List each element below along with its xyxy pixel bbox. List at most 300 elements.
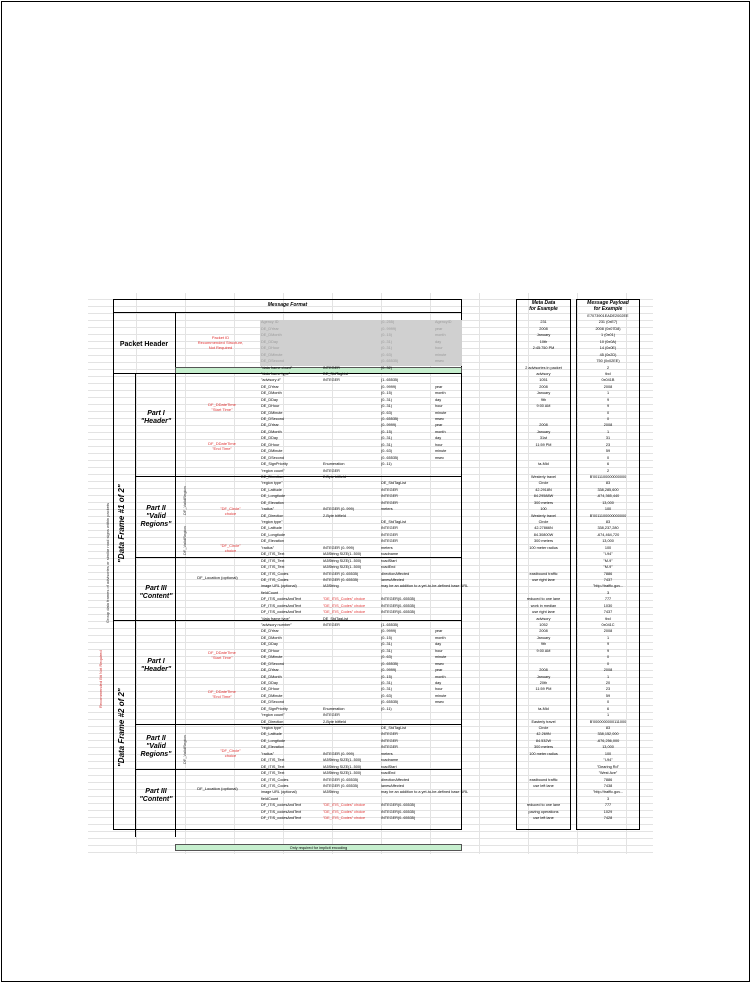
- df2-part2-label: [136, 735, 176, 759]
- format-cell: DE_DMonth: [261, 674, 282, 679]
- format-cell: DF_ITIS_codesAndText: [261, 603, 302, 608]
- payload-cell: 6: [606, 706, 610, 711]
- format-cell: DE_Direction: [261, 719, 284, 724]
- format-cell: year: [435, 629, 443, 634]
- format-cell: Enumeration: [323, 462, 345, 467]
- format-cell: INTEGER: [381, 494, 398, 499]
- format-cell: DE_ITIS_Codes: [261, 783, 289, 788]
- format-cell: DE_DMinute: [261, 693, 283, 698]
- payload-cell: tbd: [605, 616, 611, 621]
- format-cell: DE_DMonth: [261, 635, 282, 640]
- payload-cell: 14 (0x0E): [599, 346, 617, 351]
- format-cell: DE_DHour: [261, 687, 280, 692]
- format-cell: (0..15): [381, 391, 392, 396]
- format-cell: (0..9999): [381, 326, 397, 331]
- format-cell: DE_StdTagList: [381, 481, 407, 486]
- payload-cell: -674,464,720: [596, 532, 620, 537]
- df1-end-time-text: DF_DDateTime "End Time": [208, 441, 236, 451]
- format-cell: msec: [435, 359, 445, 364]
- format-cell: "DE_ITIS_Codes" choice: [323, 597, 366, 602]
- df1-circle-2-text: "DF_Circle" choice: [220, 543, 241, 553]
- df1-start-time-text: DF_DDateTime "Start Time": [208, 402, 236, 412]
- format-cell: (0..63): [381, 693, 392, 698]
- meta-cell: 42.2918N: [535, 487, 552, 492]
- df1-part2-label: [136, 505, 176, 529]
- data-frame-1-label: "Data Frame #1 of 2": [117, 484, 126, 563]
- format-cell: INTEGER(0..65535): [381, 610, 416, 615]
- format-cell: "DE_ITIS_Codes" choice: [323, 809, 366, 814]
- format-cell: DE_ITIS_Text: [261, 552, 285, 557]
- format-cell: DE_DHour: [261, 648, 280, 653]
- payload-cell: 231 (0xE7): [598, 320, 618, 325]
- meta-cell: 2:45:750 PM: [532, 346, 555, 351]
- format-cell: DF_ITIS_codesAndText: [261, 803, 302, 808]
- payload-cell: 59: [605, 449, 611, 454]
- format-cell: roadStart: [381, 558, 397, 563]
- format-cell: may be an addition to a yet-to-be-defined base URL: [381, 584, 469, 589]
- payload-cell: 13,000: [602, 500, 614, 505]
- format-cell: minute: [435, 352, 447, 357]
- payload-cell: "Dearing Rd": [597, 764, 619, 769]
- format-cell: (0..65535): [381, 661, 399, 666]
- format-cell: DE_DHour: [261, 442, 280, 447]
- meta-cell: 84.30800W: [533, 532, 554, 537]
- format-rows: [260, 313, 469, 822]
- format-cell: "region count": [261, 468, 285, 473]
- format-cell: (0..31): [381, 687, 392, 692]
- meta-cell: Westerly travel: [530, 513, 557, 518]
- payload-cell: 6: [606, 462, 610, 467]
- format-cell: "DE_ITIS_Codes" choice: [323, 603, 366, 608]
- payload-header-text: Message Payload for Example: [587, 300, 629, 312]
- payload-cell: "West Ave": [598, 771, 618, 776]
- format-cell: meters: [381, 545, 393, 550]
- format-cell: (0..65535): [381, 359, 399, 364]
- format-cell: DE_DDay: [261, 397, 278, 402]
- df1-part3-text: Part III "Content": [139, 585, 173, 600]
- payload-cell: 1: [606, 713, 610, 718]
- payload-cell: 0: [606, 410, 610, 415]
- format-cell: (0..31): [381, 346, 392, 351]
- format-cell: INTEGER: [381, 732, 398, 737]
- df2-part1-text: Part I "Header": [140, 658, 172, 673]
- meta-cell: 42.27866N: [534, 526, 553, 531]
- meta-data-header: [516, 300, 571, 312]
- format-cell: "data frame type": [261, 616, 291, 621]
- format-cell: (0..31): [381, 648, 392, 653]
- format-cell: year: [435, 384, 443, 389]
- format-cell: INTEGER(0..65535): [381, 597, 416, 602]
- format-cell: directionAffected: [381, 571, 410, 576]
- format-cell: "region count": [261, 713, 285, 718]
- payload-cell: "M-9": [603, 558, 613, 563]
- format-cell: image URL (optional): [261, 584, 297, 589]
- df1-part1-label: [136, 410, 176, 426]
- format-cell: DE_DSecond: [261, 417, 285, 421]
- format-cell: DE_DDay: [261, 339, 278, 344]
- format-cell: DE_DMonth: [261, 333, 282, 338]
- meta-cell: Circle: [538, 726, 549, 730]
- format-cell: (0..63): [381, 410, 392, 415]
- payload-cell: 45 (0x2D): [599, 352, 617, 357]
- payload-cell: 2008: [603, 668, 613, 673]
- meta-cell: 100 meter radius: [529, 751, 558, 756]
- format-cell: INTEGER (0..999): [323, 507, 355, 512]
- format-cell: minute: [435, 449, 447, 454]
- format-cell: AgencyID: [435, 320, 452, 325]
- format-cell: (0..15): [381, 674, 392, 679]
- format-cell: DE_ITIS_Codes: [261, 777, 289, 782]
- format-cell: [434, 815, 462, 821]
- format-cell: DF_ITIS_codesAndText: [261, 610, 302, 615]
- format-cell: DE_StdTagList: [381, 726, 407, 730]
- format-cell: hour: [435, 648, 443, 653]
- format-cell: DE_DDay: [261, 436, 278, 441]
- payload-cell: 2: [606, 468, 610, 473]
- payload-cell: 2008: [603, 384, 613, 389]
- format-cell: DE_DSecond: [261, 700, 285, 705]
- format-cell: INTEGER (0..999): [323, 545, 355, 550]
- format-cell: DE_DDay: [261, 680, 278, 685]
- payload-cell: -674,365,440: [596, 494, 620, 499]
- meta-cell: Circle: [538, 520, 549, 524]
- meta-header-text: Meta Data for Example: [529, 300, 558, 312]
- meta-cell: 300 meters: [534, 745, 553, 750]
- payload-cell: 1030: [603, 603, 613, 608]
- format-cell: hour: [435, 346, 443, 351]
- payload-cell: 3: [606, 590, 610, 595]
- format-cell: (1..65535): [381, 623, 399, 627]
- format-cell: INTEGER: [381, 532, 398, 537]
- df1-validregion-1: DF_ValidRegion: [182, 486, 187, 515]
- df1-part2-text: Part II "Valid Regions": [140, 505, 172, 528]
- format-cell: minute: [435, 655, 447, 660]
- format-cell: hour: [435, 687, 443, 692]
- format-cell: DE_ITIS_Codes: [261, 577, 289, 582]
- meta-cell: eastbound traffic: [529, 777, 558, 782]
- meta-cell: 31st: [539, 436, 548, 441]
- format-cell: DE_DSecond: [261, 359, 285, 364]
- payload-cell: "I-94": [603, 758, 613, 763]
- format-cell: "advisory number": [261, 623, 292, 627]
- format-cell: INTEGER (0..65535): [323, 777, 359, 782]
- format-cell: DE_Longitude: [261, 738, 286, 743]
- format-cell: INTEGER(0..65535): [381, 603, 416, 608]
- format-cell: "data frame type": [261, 371, 291, 376]
- format-cell: DE_ITIS_Codes: [261, 571, 289, 576]
- df1-circle-1: [208, 506, 253, 516]
- meta-cell: 9th: [540, 397, 547, 402]
- format-cell: month: [435, 391, 446, 396]
- meta-cell: 2 advisories in packet: [525, 365, 562, 370]
- format-cell: DE_DYear: [261, 629, 279, 634]
- format-cell: fieldCount: [261, 796, 279, 801]
- df1-part1-text: Part I "Header": [140, 410, 172, 425]
- df2-part1-label: [136, 658, 176, 674]
- meta-cell: 2008: [539, 423, 548, 428]
- payload-cell: 1: [606, 429, 610, 434]
- format-cell: DE_Elevation: [261, 539, 285, 544]
- df1-end-time: [192, 441, 252, 451]
- format-cell: roadEnd: [381, 565, 396, 570]
- format-cell: "DE_ITIS_Codes" choice: [323, 803, 366, 808]
- payload-rows: [576, 313, 640, 822]
- payload-cell: B'0000000000111000: [589, 719, 627, 724]
- format-cell: "region type": [261, 726, 283, 730]
- payload-cell: 2008: [603, 423, 613, 428]
- format-cell: INTEGER: [381, 487, 398, 492]
- meta-cell: 300 meters: [534, 500, 553, 505]
- payload-cell: 9: [606, 642, 610, 647]
- format-cell: msec: [435, 661, 445, 666]
- df2-part3-label: [136, 788, 176, 804]
- format-cell: (0..9999): [381, 629, 397, 634]
- format-cell: image URL (optional): [261, 790, 297, 795]
- data-frame-2-label: "Data Frame #2 of 2": [117, 688, 126, 767]
- meta-cell: 1051: [539, 378, 548, 383]
- format-cell: DE_DSecond: [261, 661, 285, 666]
- df1-location: DF_Location (optional): [197, 575, 238, 580]
- format-cell: (1..65535): [381, 378, 399, 383]
- format-cell: DE_Latitude: [261, 732, 282, 737]
- meta-cell: use left lane: [533, 816, 554, 821]
- spreadsheet: [88, 293, 653, 854]
- payload-cell: 13,000: [602, 745, 614, 750]
- format-cell: (0..65535): [381, 455, 399, 460]
- format-cell: INTEGER: [323, 468, 340, 473]
- format-cell: IA5String SIZE(1..500): [323, 565, 362, 570]
- format-cell: meters: [381, 751, 393, 756]
- payload-cell: 7438: [603, 783, 613, 788]
- payload-header: [576, 300, 640, 312]
- format-cell: DE_DYear: [261, 326, 279, 331]
- payload-cell: 9: [606, 648, 610, 653]
- meta-rows: [516, 313, 571, 822]
- format-cell: fieldCount: [261, 590, 279, 595]
- payload-cell: 2008 (0x07D8): [595, 326, 621, 331]
- format-cell: roadEnd: [381, 771, 396, 776]
- format-cell: (0..31): [381, 442, 392, 447]
- meta-cell: January: [536, 429, 551, 434]
- df2-end-time: [192, 689, 252, 699]
- payload-cell: 3: [606, 796, 610, 801]
- format-cell: "radius": [261, 751, 275, 756]
- format-cell: (0..31): [381, 404, 392, 409]
- payload-cell: "M-9": [603, 565, 613, 570]
- meta-cell: 100 meter radius: [529, 545, 558, 550]
- df2-part2-text: Part II "Valid Regions": [140, 735, 172, 758]
- payload-cell: 10 (0x0A): [599, 339, 617, 344]
- format-cell: DE_Elevation: [261, 745, 285, 750]
- format-cell: "radius": [261, 507, 275, 512]
- format-cell: INTEGER: [381, 745, 398, 750]
- format-cell: (0..11): [381, 462, 392, 467]
- format-cell: (0..255): [381, 320, 395, 325]
- df2-part3-text: Part III "Content": [139, 788, 173, 803]
- format-cell: (0..15): [381, 333, 392, 338]
- meta-cell: ta-Mid: [538, 706, 549, 711]
- payload-cell: 2: [606, 365, 610, 370]
- format-cell: hour: [435, 442, 443, 447]
- format-cell: "radius": [261, 545, 275, 550]
- format-cell: INTEGER(0..65535): [381, 816, 416, 821]
- format-cell: INTEGER: [381, 500, 398, 505]
- meta-cell: 2008: [539, 326, 548, 331]
- meta-cell: 9th: [540, 642, 547, 647]
- format-cell: DE_ITIS_Text: [261, 771, 285, 776]
- payload-cell: 0: [606, 700, 610, 705]
- format-cell: Enumeration: [323, 706, 345, 711]
- payload-cell: 7437: [603, 577, 613, 582]
- format-cell: DE_Latitude: [261, 487, 282, 492]
- format-cell: DE_SignPriority: [261, 706, 288, 711]
- meta-cell: work in median: [530, 603, 557, 608]
- meta-cell: 20th: [539, 680, 548, 685]
- payload-cell: 0x041C: [601, 623, 615, 627]
- meta-cell: ta-Mid: [538, 462, 549, 467]
- payload-cell: 1 (0x01): [601, 333, 615, 338]
- meta-cell: 1052: [539, 623, 548, 627]
- payload-cell: 0x041B: [601, 378, 615, 383]
- df2-start-time-text: DF_DDateTime "Start Time": [208, 650, 236, 660]
- format-cell: day: [435, 436, 442, 441]
- format-cell: day: [435, 680, 442, 685]
- message-format-title: Message Format: [267, 302, 308, 308]
- payload-cell: 13,000: [602, 539, 614, 544]
- payload-cell: 1: [606, 391, 610, 396]
- format-cell: (0..15): [381, 635, 392, 640]
- format-cell: IA5String: [323, 584, 339, 589]
- format-cell: IA5String: [323, 790, 339, 795]
- format-cell: INTEGER: [381, 526, 398, 531]
- payload-cell: -676,256,000: [596, 738, 620, 743]
- payload-cell: B'0011100000000000: [589, 474, 627, 479]
- meta-cell: reduced to one lane: [526, 597, 561, 602]
- payload-cell: 7428: [603, 816, 613, 821]
- format-cell: INTEGER: [323, 713, 340, 718]
- payload-cell: 31: [605, 436, 611, 441]
- payload-cell: 777: [604, 803, 612, 808]
- payload-cell: 0: [606, 455, 610, 460]
- format-cell: DE_DSecond: [261, 455, 285, 460]
- format-cell: IA5String SIZE(1..500): [323, 764, 362, 769]
- meta-cell: January: [536, 674, 551, 679]
- format-cell: (0..31): [381, 339, 392, 344]
- meta-cell: 2008: [539, 629, 548, 634]
- packet-header-label: Packet Header: [119, 341, 169, 348]
- payload-cell: 1029: [603, 809, 613, 814]
- payload-cell: E7073901EADE2002EE: [587, 314, 629, 318]
- payload-cell: "http://traffic.gov...: [592, 584, 624, 589]
- format-cell: 2-Byte bitfield: [323, 474, 347, 479]
- df2-validregion: DF_ValidRegion: [182, 735, 187, 764]
- payload-cell: "I-94": [603, 552, 613, 557]
- payload-cell: 100: [604, 545, 612, 550]
- meta-cell: 100: [540, 507, 547, 512]
- df2-end-time-text: DF_DDateTime "End Time": [208, 689, 236, 699]
- format-cell: DE_DYear: [261, 423, 279, 428]
- meta-cell: 11:59 PM: [535, 687, 552, 692]
- format-cell: INTEGER: [323, 623, 340, 627]
- meta-cell: reduced to one lane: [526, 803, 561, 808]
- format-cell: lanesAffected: [381, 783, 404, 788]
- payload-cell: tbd: [605, 371, 611, 376]
- format-cell: (0..63): [381, 655, 392, 660]
- format-cell: DE_DHour: [261, 404, 280, 409]
- format-cell: INTEGER: [381, 539, 398, 544]
- side-note-grouping: Group data frames of advisories or similar road signs within packets: [105, 502, 110, 623]
- format-cell: (0..63): [381, 352, 392, 357]
- meta-cell: 10th: [539, 339, 548, 344]
- meta-cell: Circle: [538, 481, 549, 486]
- format-cell: may be an addition to a yet-to-be-defined base URL: [381, 790, 469, 795]
- format-cell: Agency ID: [261, 320, 279, 325]
- format-cell: DE_ITIS_Text: [261, 565, 285, 570]
- format-cell: DF_ITIS_codesAndText: [261, 809, 302, 814]
- format-cell: DE_DMinute: [261, 410, 283, 415]
- format-cell: DE_ITIS_Text: [261, 764, 285, 769]
- format-cell: DE_Latitude: [261, 526, 282, 531]
- format-cell: month: [435, 635, 446, 640]
- meta-cell: 231: [540, 320, 547, 325]
- payload-cell: "http://traffic.gov...: [592, 790, 624, 795]
- format-cell: DE_ITIS_Text: [261, 558, 285, 563]
- payload-cell: 9: [606, 397, 610, 402]
- format-cell: year: [435, 326, 443, 331]
- meta-cell: advisory: [536, 616, 551, 621]
- payload-cell: 100: [604, 507, 612, 512]
- format-cell: year: [435, 668, 443, 673]
- format-cell: 2-Byte bitfield: [323, 513, 347, 518]
- df2-circle: [208, 748, 253, 758]
- df2-location: DF_Location (optional): [197, 786, 238, 791]
- payload-cell: 1: [606, 635, 610, 640]
- format-cell: day: [435, 339, 442, 344]
- meta-cell: 84.532W: [535, 738, 552, 743]
- packet-id-note-1: Packet ID: [211, 335, 230, 340]
- format-cell: (0..31): [381, 642, 392, 647]
- format-cell: year: [435, 423, 443, 428]
- meta-cell: 84.29588W: [533, 494, 554, 499]
- format-cell: msec: [435, 455, 445, 460]
- format-cell: INTEGER(0..65535): [381, 809, 416, 814]
- format-cell: INTEGER (0..999): [323, 751, 355, 756]
- format-cell: "region type": [261, 520, 283, 524]
- format-cell: month: [435, 674, 446, 679]
- format-cell: (0..9999): [381, 384, 397, 389]
- format-cell: roadname: [381, 758, 399, 763]
- payload-cell: 100: [604, 751, 612, 756]
- format-cell: "DE_ITIS_Codes" choice: [323, 610, 366, 615]
- payload-cell: B'0011100000000000: [589, 513, 627, 518]
- format-cell: INTEGER: [381, 738, 398, 743]
- format-cell: DE_StdTagList: [323, 616, 349, 621]
- format-cell: DE_DMonth: [261, 391, 282, 396]
- payload-cell: 0: [606, 417, 610, 421]
- format-cell: hour: [435, 404, 443, 409]
- payload-cell: 7886: [603, 571, 613, 576]
- format-cell: (0..31): [381, 436, 392, 441]
- format-row: [260, 815, 462, 821]
- format-cell: IA5String SIZE(1..500): [323, 758, 362, 763]
- format-cell: DF_ITIS_codesAndText: [261, 816, 302, 821]
- format-cell: (0..65535): [381, 700, 399, 705]
- format-cell: (0..9999): [381, 423, 397, 428]
- meta-cell: use right lane: [532, 577, 555, 582]
- format-cell: DE_Longitude: [261, 532, 286, 537]
- format-cell: IA5String SIZE(1..500): [323, 552, 362, 557]
- format-cell: DE_DMinute: [261, 655, 283, 660]
